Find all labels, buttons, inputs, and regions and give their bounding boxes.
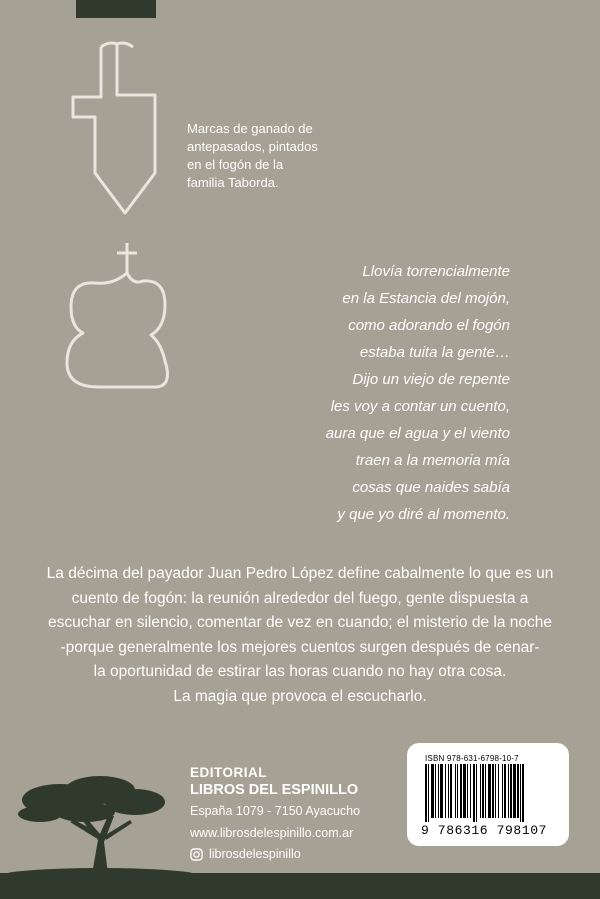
poem-line: cosas que naides sabía <box>352 479 510 496</box>
barcode-bar <box>448 764 449 818</box>
barcode-bar <box>457 764 458 818</box>
barcode-bar <box>498 764 499 818</box>
barcode-bar <box>485 764 486 818</box>
cattle-brand-marks-icon <box>55 35 175 395</box>
barcode-bar <box>473 764 475 822</box>
caption-line: Marcas de ganado de <box>187 121 313 136</box>
barcode-icon <box>421 764 557 824</box>
barcode-bar <box>428 764 429 822</box>
barcode-bar <box>470 764 471 818</box>
brand-mark-shield-icon <box>73 43 155 213</box>
barcode-bar <box>495 764 496 818</box>
blurb-line: La décima del payador Juan Pedro López define cabalmente lo que es un <box>46 565 554 582</box>
barcode-bar <box>467 764 468 818</box>
barcode-bar <box>510 764 512 818</box>
tree-logo-icon <box>0 770 200 880</box>
barcode-bar <box>504 764 506 818</box>
caption-line: en el fogón de la <box>187 157 284 172</box>
poem <box>326 258 510 528</box>
barcode-bar <box>445 764 446 818</box>
poem-line: como adorando el fogón <box>348 317 510 334</box>
barcode-bar <box>522 764 524 822</box>
blurb <box>0 562 600 709</box>
barcode-bar <box>431 764 434 818</box>
barcode-bar <box>455 764 456 818</box>
barcode-bar <box>425 764 427 822</box>
blurb-line: cuento de fogón: la reunión alrededor del fuego, gente dispuesta a <box>71 589 529 607</box>
publisher-name: LIBROS DEL ESPINILLO <box>190 782 359 798</box>
publisher-label: EDITORIAL <box>190 765 268 780</box>
barcode-bar <box>488 764 491 818</box>
barcode-bar <box>440 764 443 818</box>
instagram-handle: librosdelespinillo <box>209 847 301 861</box>
barcode-bar <box>480 764 481 818</box>
publisher-info <box>190 764 360 864</box>
caption-line: antepasados, pintados <box>187 139 318 154</box>
barcode-panel <box>407 743 569 846</box>
instagram-icon <box>190 848 203 861</box>
barcode-bar <box>508 764 509 818</box>
blurb-line: La magia que provoca el escucharlo. <box>173 687 427 705</box>
barcode-bar <box>517 764 519 818</box>
barcode-bar <box>460 764 462 818</box>
barcode-bar <box>502 764 503 818</box>
blurb-line: la oportunidad de estirar las horas cuando no hay otra cosa. <box>93 663 507 680</box>
barcode-bar <box>450 764 452 818</box>
barcode-bar <box>435 764 436 818</box>
caption-line: familia Taborda. <box>187 175 279 190</box>
poem-line: traen a la memoria mía <box>355 452 510 469</box>
poem-line: Llovía torrencialmente <box>362 263 510 280</box>
ground-band <box>0 873 600 899</box>
poem-line: aura que el agua y el viento <box>325 425 510 442</box>
barcode-bar <box>513 764 516 818</box>
poem-line: Dijo un viejo de repente <box>352 371 510 388</box>
poem-line: en la Estancia del mojón, <box>342 290 510 307</box>
barcode-bar <box>463 764 466 818</box>
poem-line: y que yo diré al momento. <box>337 506 510 523</box>
barcode-bar <box>520 764 521 822</box>
poem-line: les voy a contar un cuento, <box>330 398 510 415</box>
publisher-instagram <box>190 844 360 864</box>
poem-line: estaba tuita la gente… <box>359 344 510 361</box>
barcode-bar <box>476 764 477 822</box>
blurb-line: escuchar en silencio, comentar de vez en cuando; el misterio de la noche <box>47 614 553 631</box>
barcode-bar <box>492 764 494 818</box>
barcode-digits: 9 786316 798107 <box>421 823 548 838</box>
blurb-line: -porque generalmente los mejores cuentos surgen después de cenar- <box>60 638 540 656</box>
barcode-bar <box>482 764 484 818</box>
brand-mark-guitar-icon <box>67 243 167 387</box>
publisher-website: www.librosdelespinillo.com.ar <box>190 826 354 840</box>
barcode-bar <box>438 764 439 818</box>
publisher-address: España 1079 - 7150 Ayacucho <box>190 804 361 818</box>
top-band <box>76 0 156 18</box>
isbn-label: ISBN 978-631-6798-10-7 <box>425 754 519 763</box>
caption <box>187 120 357 192</box>
